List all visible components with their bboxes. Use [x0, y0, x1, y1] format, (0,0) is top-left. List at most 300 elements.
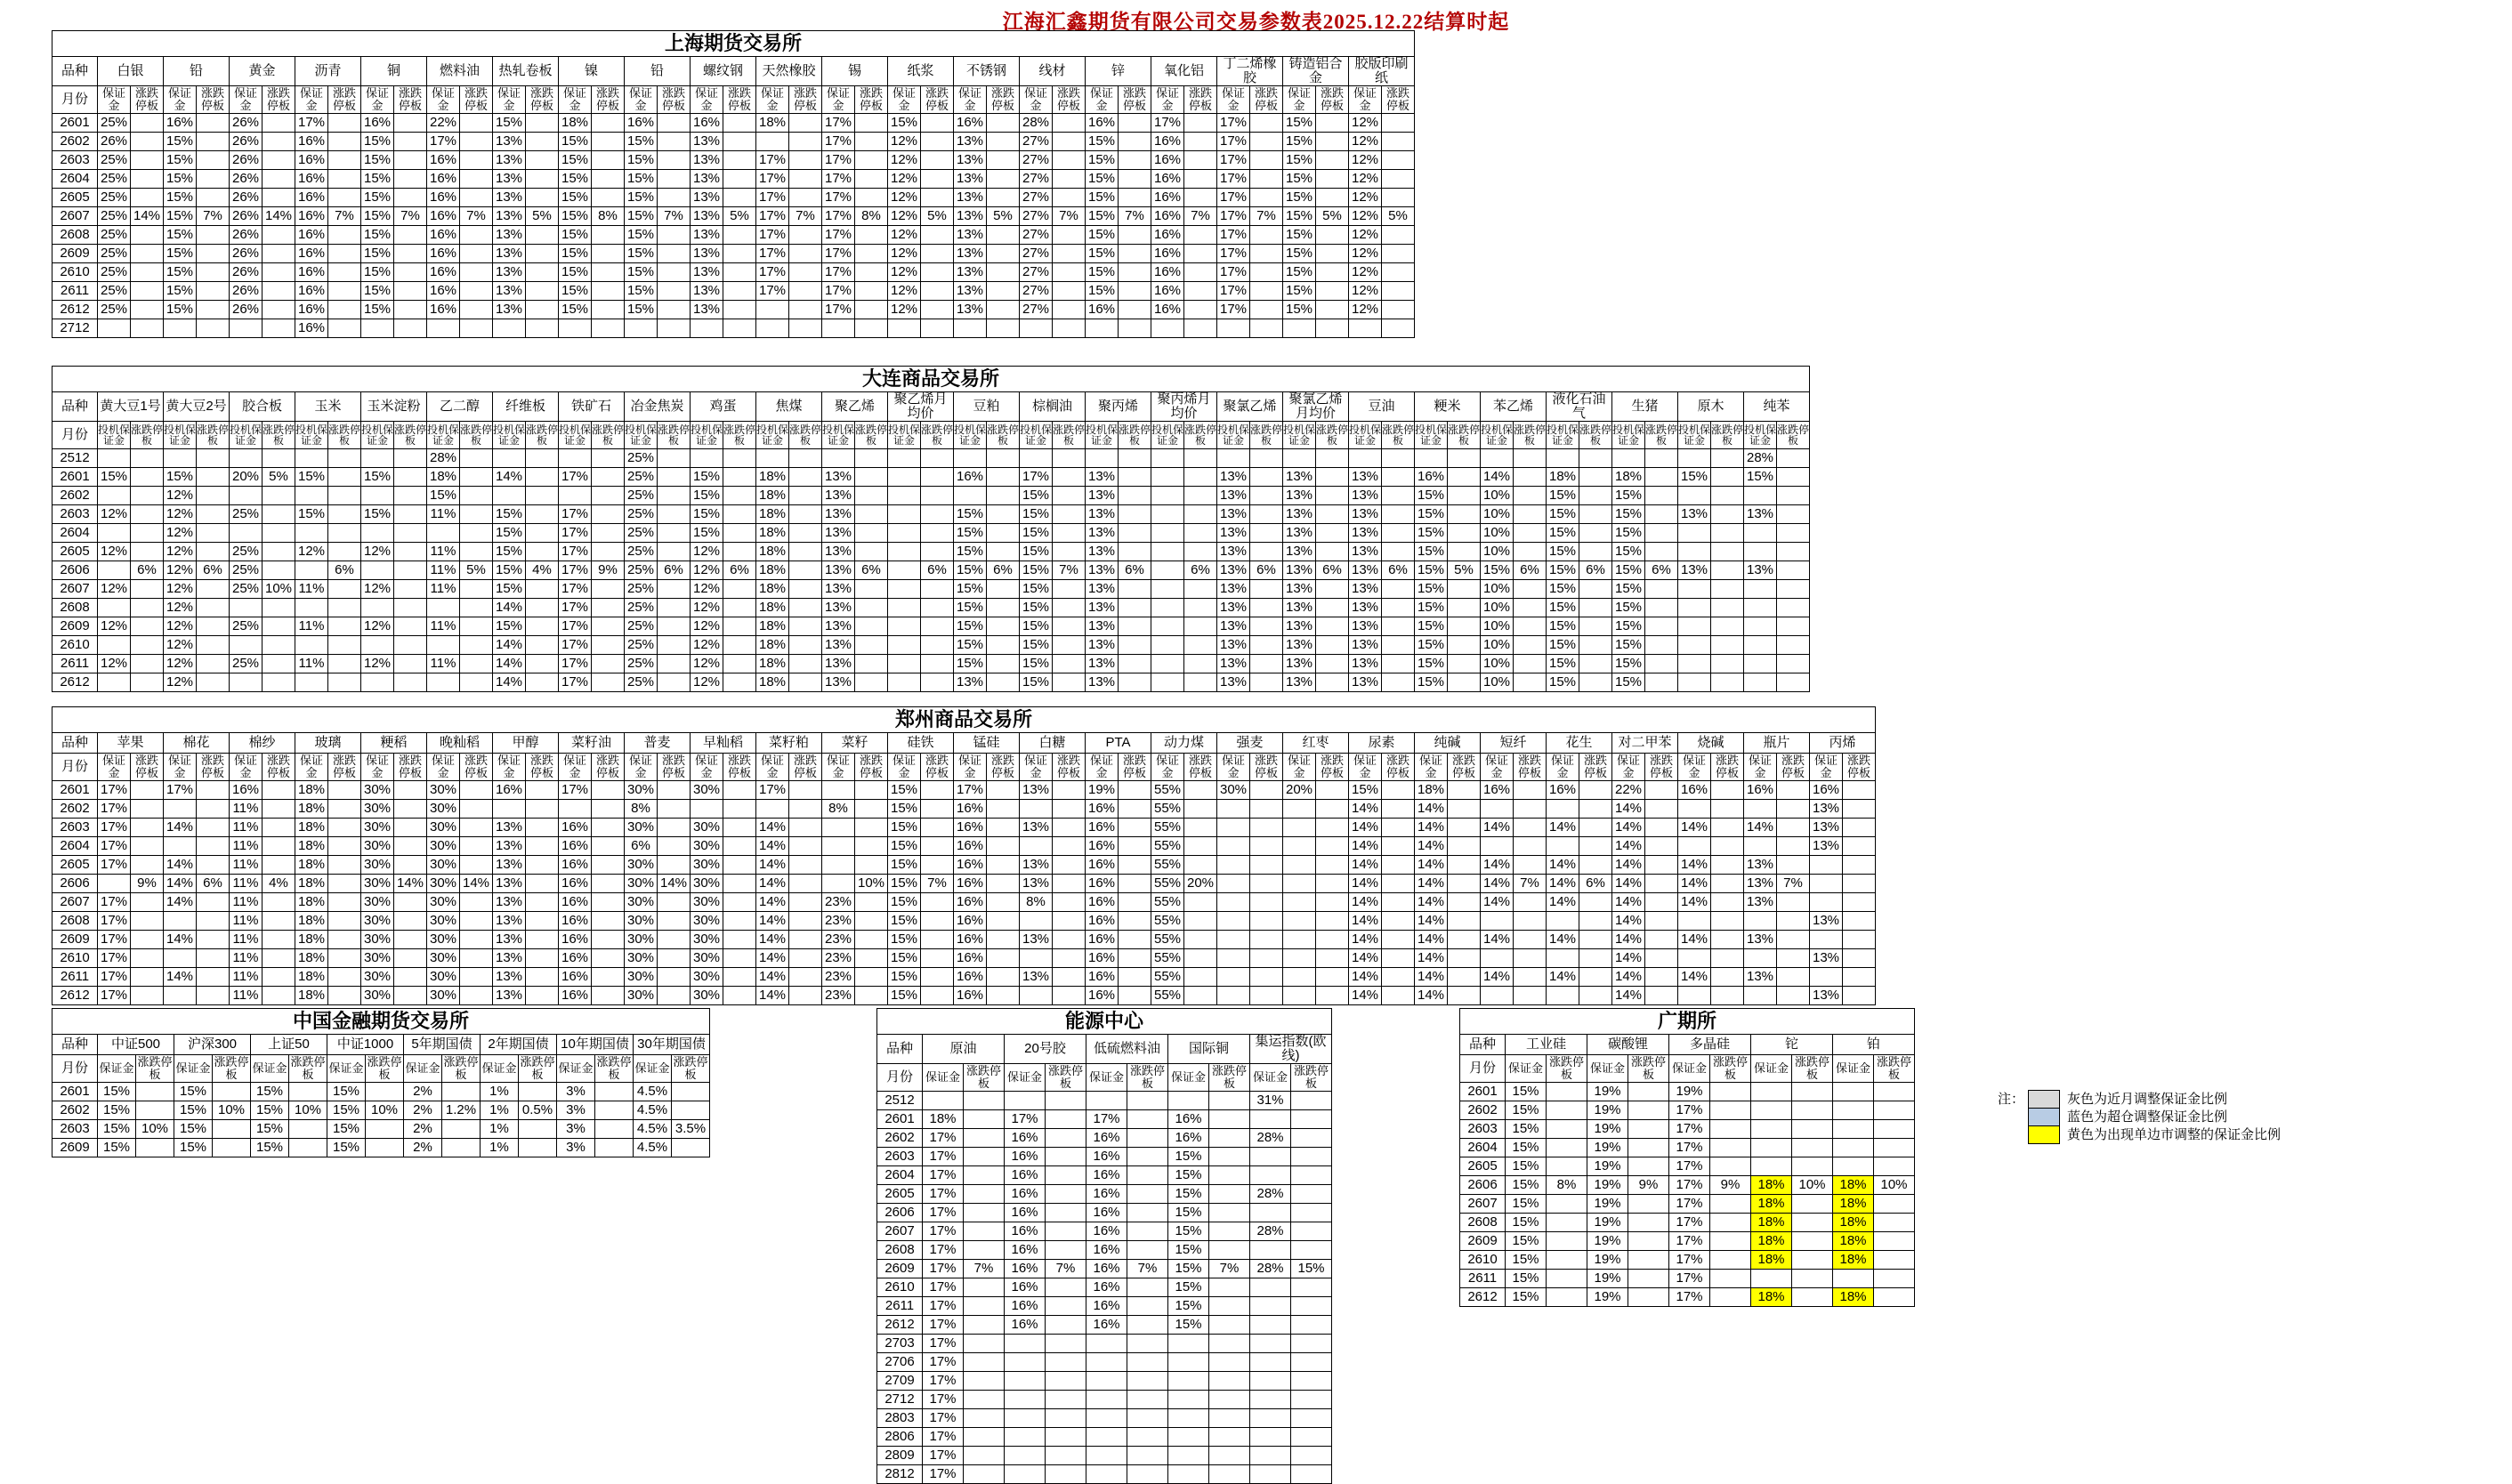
value-cell: [1184, 486, 1217, 504]
value-cell: 55%: [1151, 987, 1184, 1005]
value-cell: 13%: [1678, 561, 1711, 579]
sub-header: 涨跌停板: [460, 421, 493, 448]
value-cell: [164, 987, 197, 1005]
value-cell: [1710, 1214, 1751, 1232]
value-cell: 17%: [954, 781, 987, 800]
value-cell: 12%: [888, 262, 921, 281]
value-cell: [1448, 598, 1481, 617]
value-cell: 2%: [404, 1083, 442, 1101]
value-cell: [526, 819, 559, 837]
value-cell: 30%: [625, 931, 658, 949]
value-cell: [1710, 1270, 1751, 1288]
value-cell: 14%: [1612, 819, 1645, 837]
value-cell: [921, 968, 954, 987]
value-cell: [987, 673, 1020, 691]
value-cell: 28%: [1250, 1128, 1291, 1147]
value-cell: [1678, 579, 1711, 598]
value-cell: 15%: [1506, 1139, 1547, 1157]
value-cell: [1874, 1288, 1915, 1307]
value-cell: [197, 598, 230, 617]
value-cell: 14%: [1349, 875, 1382, 893]
value-cell: [328, 188, 361, 206]
value-cell: 6%: [328, 561, 361, 579]
sub-header: 保证金: [954, 85, 987, 113]
value-cell: [1448, 949, 1481, 968]
value-cell: [289, 1139, 327, 1157]
value-cell: 18%: [756, 113, 789, 132]
value-cell: 15%: [1612, 617, 1645, 635]
value-cell: [1382, 225, 1415, 244]
value-cell: 7%: [1250, 206, 1283, 225]
product-header: 苯乙烯: [1481, 392, 1547, 422]
value-cell: [789, 467, 822, 486]
value-cell: 17%: [822, 225, 855, 244]
value-cell: [1291, 1446, 1332, 1464]
value-cell: [328, 893, 361, 912]
value-cell: [1291, 1390, 1332, 1408]
value-cell: [526, 635, 559, 654]
sub-header: 涨跌停板: [855, 85, 888, 113]
value-cell: 15%: [1168, 1278, 1209, 1296]
value-cell: [1250, 1390, 1291, 1408]
value-cell: 25%: [98, 244, 131, 262]
value-cell: [723, 244, 756, 262]
value-cell: [592, 486, 625, 504]
value-cell: [1316, 169, 1349, 188]
value-cell: [1645, 781, 1678, 800]
value-cell: [921, 523, 954, 542]
value-cell: 17%: [822, 188, 855, 206]
value-cell: [1792, 1083, 1833, 1101]
value-cell: 15%: [954, 617, 987, 635]
value-cell: 11%: [230, 800, 263, 819]
value-cell: [1005, 1371, 1046, 1390]
value-cell: 14%: [1612, 893, 1645, 912]
value-cell: [921, 150, 954, 169]
sub-header: 保证金: [1506, 1055, 1547, 1083]
value-cell: 12%: [164, 542, 197, 561]
value-cell: 12%: [1349, 281, 1382, 300]
value-cell: 30%: [361, 781, 394, 800]
value-cell: 13%: [493, 300, 526, 319]
sub-header: 投机保证金: [1217, 421, 1250, 448]
value-cell: 6%: [1184, 561, 1217, 579]
value-cell: 17%: [427, 132, 460, 150]
value-cell: 13%: [954, 262, 987, 281]
value-cell: 16%: [1086, 949, 1119, 968]
value-cell: [1711, 673, 1744, 691]
value-cell: 30%: [361, 987, 394, 1005]
value-cell: [1744, 673, 1777, 691]
value-cell: 14%: [1612, 949, 1645, 968]
value-cell: [1448, 486, 1481, 504]
value-cell: [295, 448, 328, 467]
value-cell: [921, 912, 954, 931]
value-cell: 14%: [1415, 800, 1448, 819]
value-cell: [921, 800, 954, 819]
value-cell: [1209, 1464, 1250, 1483]
value-cell: [1547, 912, 1579, 931]
value-cell: 15%: [164, 300, 197, 319]
value-cell: [1053, 617, 1086, 635]
value-cell: [1151, 448, 1184, 467]
value-cell: 12%: [691, 598, 723, 617]
value-cell: [1711, 486, 1744, 504]
value-cell: 7%: [394, 206, 427, 225]
value-cell: [1217, 968, 1250, 987]
value-cell: 13%: [1810, 949, 1843, 968]
value-cell: 17%: [1669, 1288, 1710, 1307]
value-cell: 13%: [1217, 617, 1250, 635]
value-cell: [1053, 987, 1086, 1005]
value-cell: [213, 1139, 251, 1157]
value-cell: [526, 579, 559, 598]
value-cell: 13%: [1086, 635, 1119, 654]
value-cell: [1127, 1240, 1168, 1259]
product-header: 集运指数(欧线): [1250, 1035, 1332, 1064]
value-cell: [987, 188, 1020, 206]
value-cell: 26%: [230, 188, 263, 206]
value-cell: 15%: [1415, 486, 1448, 504]
value-cell: [1046, 1296, 1086, 1315]
value-cell: 15%: [1168, 1184, 1209, 1203]
month-cell: 2606: [1460, 1176, 1506, 1195]
value-cell: [1119, 504, 1151, 523]
value-cell: 27%: [1020, 188, 1053, 206]
value-cell: 14%: [1415, 837, 1448, 856]
sub-header: 保证金: [888, 85, 921, 113]
sub-header: 涨跌停板: [596, 1055, 632, 1081]
product-header: 聚氯乙烯月均价: [1283, 392, 1349, 422]
table-row: [53, 819, 1876, 837]
value-cell: [1119, 654, 1151, 673]
product-header: 铅: [625, 57, 691, 86]
sub-header: 涨跌停板: [328, 85, 361, 113]
value-cell: 13%: [1349, 617, 1382, 635]
gfex-section: [1459, 1008, 1915, 1307]
value-cell: [1645, 673, 1678, 691]
value-cell: 15%: [1415, 635, 1448, 654]
value-cell: [1250, 1427, 1291, 1446]
sub-header: 保证金: [822, 754, 855, 781]
value-cell: [1046, 1334, 1086, 1352]
sub-header: 涨跌停板: [855, 421, 888, 448]
value-cell: 55%: [1151, 856, 1184, 875]
sub-header: 投机保证金: [1283, 421, 1316, 448]
value-cell: 12%: [1349, 188, 1382, 206]
value-cell: 15%: [888, 781, 921, 800]
value-cell: [921, 262, 954, 281]
value-cell: 7%: [1119, 206, 1151, 225]
value-cell: 13%: [493, 968, 526, 987]
value-cell: 15%: [888, 113, 921, 132]
value-cell: [1250, 856, 1283, 875]
value-cell: 30%: [427, 837, 460, 856]
value-cell: 18%: [295, 819, 328, 837]
value-cell: [1005, 1446, 1046, 1464]
value-cell: [658, 132, 691, 150]
value-cell: [1874, 1251, 1915, 1270]
value-cell: [592, 225, 625, 244]
value-cell: 15%: [1283, 150, 1316, 169]
value-cell: 18%: [1751, 1176, 1792, 1195]
value-cell: 55%: [1151, 931, 1184, 949]
month-cell: 2709: [877, 1371, 923, 1390]
value-cell: [723, 800, 756, 819]
value-cell: 16%: [493, 781, 526, 800]
sub-header: 投机保证金: [98, 421, 131, 448]
value-cell: [394, 673, 427, 691]
value-cell: 16%: [1086, 1259, 1127, 1278]
value-cell: 13%: [493, 244, 526, 262]
value-cell: 16%: [1086, 1203, 1127, 1222]
value-cell: 13%: [1283, 542, 1316, 561]
value-cell: [1184, 188, 1217, 206]
value-cell: [1209, 1128, 1250, 1147]
value-cell: [328, 225, 361, 244]
value-cell: [197, 467, 230, 486]
value-cell: [1777, 504, 1810, 523]
value-cell: [1645, 856, 1678, 875]
value-cell: [1514, 931, 1547, 949]
value-cell: 19%: [1587, 1251, 1628, 1270]
value-cell: [164, 949, 197, 968]
value-cell: 15%: [625, 225, 658, 244]
value-cell: [855, 912, 888, 931]
value-cell: 11%: [230, 837, 263, 856]
value-cell: 13%: [1217, 542, 1250, 561]
value-cell: 15%: [1020, 561, 1053, 579]
value-cell: 17%: [1669, 1214, 1710, 1232]
value-cell: [1777, 654, 1810, 673]
value-cell: 31%: [1250, 1091, 1291, 1109]
value-cell: [1514, 542, 1547, 561]
czce-section: [52, 706, 1876, 1005]
value-cell: [1217, 856, 1250, 875]
value-cell: 18%: [295, 987, 328, 1005]
value-cell: 14%: [1612, 987, 1645, 1005]
value-cell: [1710, 1157, 1751, 1176]
value-cell: 19%: [1587, 1232, 1628, 1251]
sub-header: 涨跌停板: [723, 85, 756, 113]
value-cell: [658, 968, 691, 987]
value-cell: 15%: [559, 206, 592, 225]
value-cell: [1382, 781, 1415, 800]
value-cell: 15%: [625, 262, 658, 281]
value-cell: [1184, 169, 1217, 188]
value-cell: 16%: [1086, 1240, 1127, 1259]
value-cell: 6%: [197, 561, 230, 579]
value-cell: 13%: [691, 206, 723, 225]
value-cell: [855, 598, 888, 617]
value-cell: 5%: [460, 561, 493, 579]
value-cell: [1777, 800, 1810, 819]
value-cell: [1316, 635, 1349, 654]
value-cell: [1217, 319, 1250, 337]
value-cell: 4.5%: [634, 1083, 672, 1101]
value-cell: 15%: [559, 300, 592, 319]
value-cell: [131, 781, 164, 800]
value-cell: 17%: [756, 150, 789, 169]
value-cell: [1127, 1296, 1168, 1315]
table-row: [1460, 1176, 1915, 1195]
value-cell: 17%: [1669, 1251, 1710, 1270]
value-cell: 15%: [98, 467, 131, 486]
table-row: [53, 1120, 710, 1139]
value-cell: [1678, 598, 1711, 617]
value-cell: 14%: [756, 819, 789, 837]
value-cell: [1184, 113, 1217, 132]
value-cell: [592, 504, 625, 523]
value-cell: 17%: [923, 1165, 964, 1184]
value-cell: 16%: [427, 281, 460, 300]
value-cell: [1547, 987, 1579, 1005]
value-cell: 13%: [1020, 968, 1053, 987]
value-cell: [131, 968, 164, 987]
value-cell: 16%: [1810, 781, 1843, 800]
value-cell: 7%: [197, 206, 230, 225]
value-cell: [197, 542, 230, 561]
value-cell: [723, 225, 756, 244]
value-cell: [1777, 893, 1810, 912]
value-cell: [1678, 486, 1711, 504]
sub-header: 保证金: [98, 754, 131, 781]
sub-header: 涨跌停板: [131, 421, 164, 448]
value-cell: [460, 987, 493, 1005]
sub-header: 投机保证金: [1547, 421, 1579, 448]
sub-header: 涨跌停板: [394, 754, 427, 781]
value-cell: 15%: [1168, 1259, 1209, 1278]
value-cell: 17%: [1217, 262, 1250, 281]
value-cell: 13%: [1217, 523, 1250, 542]
month-cell: 2601: [53, 781, 98, 800]
value-cell: [460, 319, 493, 337]
value-cell: 15%: [1283, 188, 1316, 206]
value-cell: 12%: [295, 542, 328, 561]
value-cell: [1710, 1101, 1751, 1120]
value-cell: 17%: [559, 579, 592, 598]
value-cell: [98, 673, 131, 691]
value-cell: 18%: [1833, 1214, 1874, 1232]
value-cell: [1711, 875, 1744, 893]
value-cell: [1127, 1446, 1168, 1464]
value-cell: 16%: [1005, 1128, 1046, 1147]
value-cell: [658, 617, 691, 635]
sub-header: 保证金: [691, 85, 723, 113]
value-cell: 25%: [98, 281, 131, 300]
value-cell: 13%: [1283, 598, 1316, 617]
month-cell: 2609: [53, 244, 98, 262]
value-cell: 11%: [427, 542, 460, 561]
value-cell: [921, 448, 954, 467]
value-cell: [1086, 1446, 1127, 1464]
sub-header: 投机保证金: [888, 421, 921, 448]
value-cell: [1628, 1214, 1669, 1232]
value-cell: [1843, 800, 1876, 819]
value-cell: 13%: [1217, 504, 1250, 523]
value-cell: [1291, 1240, 1332, 1259]
value-cell: [1283, 856, 1316, 875]
value-cell: 15%: [1283, 244, 1316, 262]
table-row: [877, 1222, 1332, 1240]
value-cell: 6%: [1645, 561, 1678, 579]
value-cell: 17%: [923, 1334, 964, 1352]
value-cell: [1792, 1251, 1833, 1270]
value-cell: [658, 523, 691, 542]
value-cell: [1316, 188, 1349, 206]
value-cell: 8%: [855, 206, 888, 225]
value-cell: [1046, 1408, 1086, 1427]
sub-header: 涨跌停板: [1053, 85, 1086, 113]
value-cell: 6%: [197, 875, 230, 893]
sub-header: 保证金: [559, 85, 592, 113]
value-cell: [658, 931, 691, 949]
value-cell: [1777, 598, 1810, 617]
table-row: [53, 486, 1810, 504]
value-cell: 13%: [493, 169, 526, 188]
value-cell: 19%: [1587, 1157, 1628, 1176]
value-cell: 12%: [691, 561, 723, 579]
value-cell: [1843, 856, 1876, 875]
value-cell: [1127, 1390, 1168, 1408]
value-cell: [197, 819, 230, 837]
sub-header: 涨跌停板: [1382, 85, 1415, 113]
value-cell: 12%: [1349, 225, 1382, 244]
value-cell: [131, 856, 164, 875]
value-cell: 55%: [1151, 968, 1184, 987]
value-cell: 30%: [625, 893, 658, 912]
value-cell: [1250, 262, 1283, 281]
value-cell: [592, 875, 625, 893]
value-cell: 6%: [921, 561, 954, 579]
month-cell: 2608: [1460, 1214, 1506, 1232]
product-header: 锰硅: [954, 733, 1020, 754]
legend-row: [1998, 1126, 2281, 1144]
sub-header: 涨跌停板: [290, 1055, 326, 1081]
value-cell: [691, 319, 723, 337]
value-cell: 18%: [1751, 1195, 1792, 1214]
value-cell: 11%: [230, 912, 263, 931]
value-cell: [328, 819, 361, 837]
value-cell: [263, 635, 295, 654]
value-cell: 5%: [987, 206, 1020, 225]
value-cell: [888, 654, 921, 673]
product-header: 燃料油: [427, 57, 493, 86]
value-cell: 19%: [1587, 1139, 1628, 1157]
value-cell: [1448, 875, 1481, 893]
value-cell: 16%: [1005, 1184, 1046, 1203]
value-cell: 13%: [1217, 467, 1250, 486]
value-cell: 14%: [756, 875, 789, 893]
value-cell: 14%: [1349, 856, 1382, 875]
value-cell: [131, 598, 164, 617]
value-cell: [1184, 987, 1217, 1005]
sub-header: 涨跌停板: [328, 421, 361, 448]
value-cell: [1448, 912, 1481, 931]
value-cell: [1645, 635, 1678, 654]
value-cell: [1678, 912, 1711, 931]
value-cell: [1547, 1195, 1587, 1214]
month-cell: 2611: [1460, 1270, 1506, 1288]
sub-header: 涨跌停板: [328, 754, 361, 781]
value-cell: 16%: [1168, 1128, 1209, 1147]
value-cell: [855, 523, 888, 542]
value-cell: [1792, 1101, 1833, 1120]
value-cell: [592, 169, 625, 188]
value-cell: 14%: [756, 856, 789, 875]
value-cell: [789, 150, 822, 169]
value-cell: [789, 262, 822, 281]
